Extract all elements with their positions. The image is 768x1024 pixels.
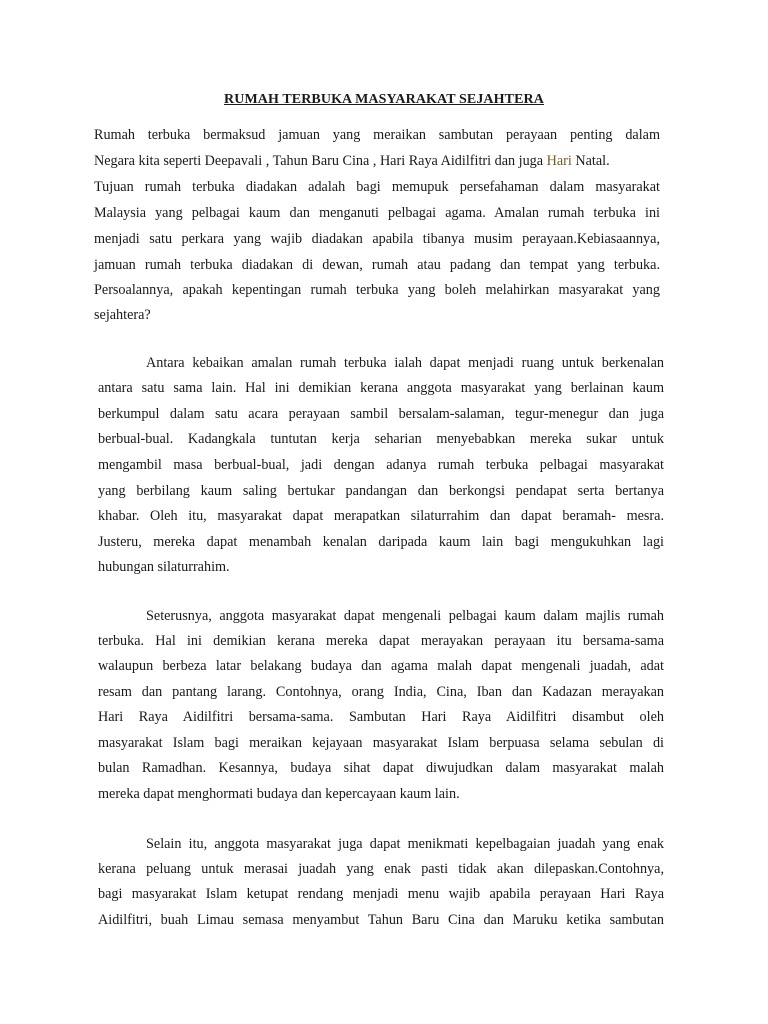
text-line: masyarakat Islam bagi meraikan kejayaan masyarakat Islam berpuasa selama sebulan di [98, 735, 664, 751]
text-line: hubungan silaturrahim. [98, 559, 230, 575]
text-line: berbual-bual. Kadangkala tuntutan kerja seharian menyebabkan mereka sukar untuk [98, 431, 664, 447]
text-line: Tujuan rumah terbuka diadakan adalah bagi memupuk persefahaman dalam masyarakat [94, 179, 660, 195]
text-line: bagi masyarakat Islam ketupat rendang menjadi menu wajib apabila perayaan Hari Raya [98, 886, 664, 902]
text-line: Justeru, mereka dapat menambah kenalan daripada kaum lain bagi mengukuhkan lagi [98, 534, 664, 550]
text-line: khabar. Oleh itu, masyarakat dapat merapatkan silaturrahim dan dapat beramah- mesra. [98, 508, 664, 524]
text-line: Selain itu, anggota masyarakat juga dapat menikmati kepelbagaian juadah yang enak [146, 836, 664, 852]
text-line: walaupun berbeza latar belakang budaya dan agama malah dapat mengenali juadah, adat [98, 658, 664, 674]
text-line: resam dan pantang larang. Contohnya, orang India, Cina, Iban dan Kadazan merayakan [98, 684, 664, 700]
text-line: Rumah terbuka bermaksud jamuan yang meraikan sambutan perayaan penting dalam [94, 127, 660, 143]
text-line: berkumpul dalam satu acara perayaan sambil bersalam-salaman, tegur-menegur dan juga [98, 406, 664, 422]
text-line: jamuan rumah terbuka diadakan di dewan, rumah atau padang dan tempat yang terbuka. [94, 257, 660, 273]
text-line: bulan Ramadhan. Kesannya, budaya sihat dapat diwujudkan dalam masyarakat malah [98, 760, 664, 776]
text-line: Seterusnya, anggota masyarakat dapat mengenali pelbagai kaum dalam majlis rumah [146, 608, 664, 624]
text-line: antara satu sama lain. Hal ini demikian kerana anggota masyarakat yang berlainan kaum [98, 380, 664, 396]
text-line: Hari Raya Aidilfitri bersama-sama. Sambutan Hari Raya Aidilfitri disambut oleh [98, 709, 664, 725]
document-title: RUMAH TERBUKA MASYARAKAT SEJAHTERA [224, 92, 544, 107]
text-line: kerana peluang untuk merasai juadah yang enak pasti tidak akan dilepaskan.Contohnya, [98, 861, 664, 877]
text-line: Antara kebaikan amalan rumah terbuka ialah dapat menjadi ruang untuk berkenalan [146, 355, 664, 371]
hari-link-text: Hari [546, 153, 572, 169]
text-line: mengambil masa berbual-bual, jadi dengan adanya rumah terbuka pelbagai masyarakat [98, 457, 664, 473]
text-line: Persoalannya, apakah kepentingan rumah terbuka yang boleh melahirkan masyarakat yang [94, 282, 660, 298]
text-line: menjadi satu perkara yang wajib diadakan apabila tibanya musim perayaan.Kebiasaannya, [94, 231, 660, 247]
text-line: terbuka. Hal ini demikian kerana mereka dapat merayakan perayaan itu bersama-sama [98, 633, 664, 649]
text-line: Malaysia yang pelbagai kaum dan menganuti pelbagai agama. Amalan rumah terbuka ini [94, 205, 660, 221]
text-line: sejahtera? [94, 307, 151, 323]
text-segment: Natal. [571, 153, 610, 169]
text-line [94, 152, 660, 170]
text-line: yang berbilang kaum saling bertukar pandangan dan berkongsi pendapat serta bertanya [98, 483, 664, 499]
text-line: Aidilfitri, buah Limau semasa menyambut Tahun Baru Cina dan Maruku ketika sambutan [98, 912, 664, 928]
text-segment: Negara kita seperti Deepavali , Tahun Baru Cina , Hari Raya Aidilfitri dan juga [94, 153, 547, 169]
text-line: mereka dapat menghormati budaya dan kepercayaan kaum lain. [98, 786, 460, 802]
